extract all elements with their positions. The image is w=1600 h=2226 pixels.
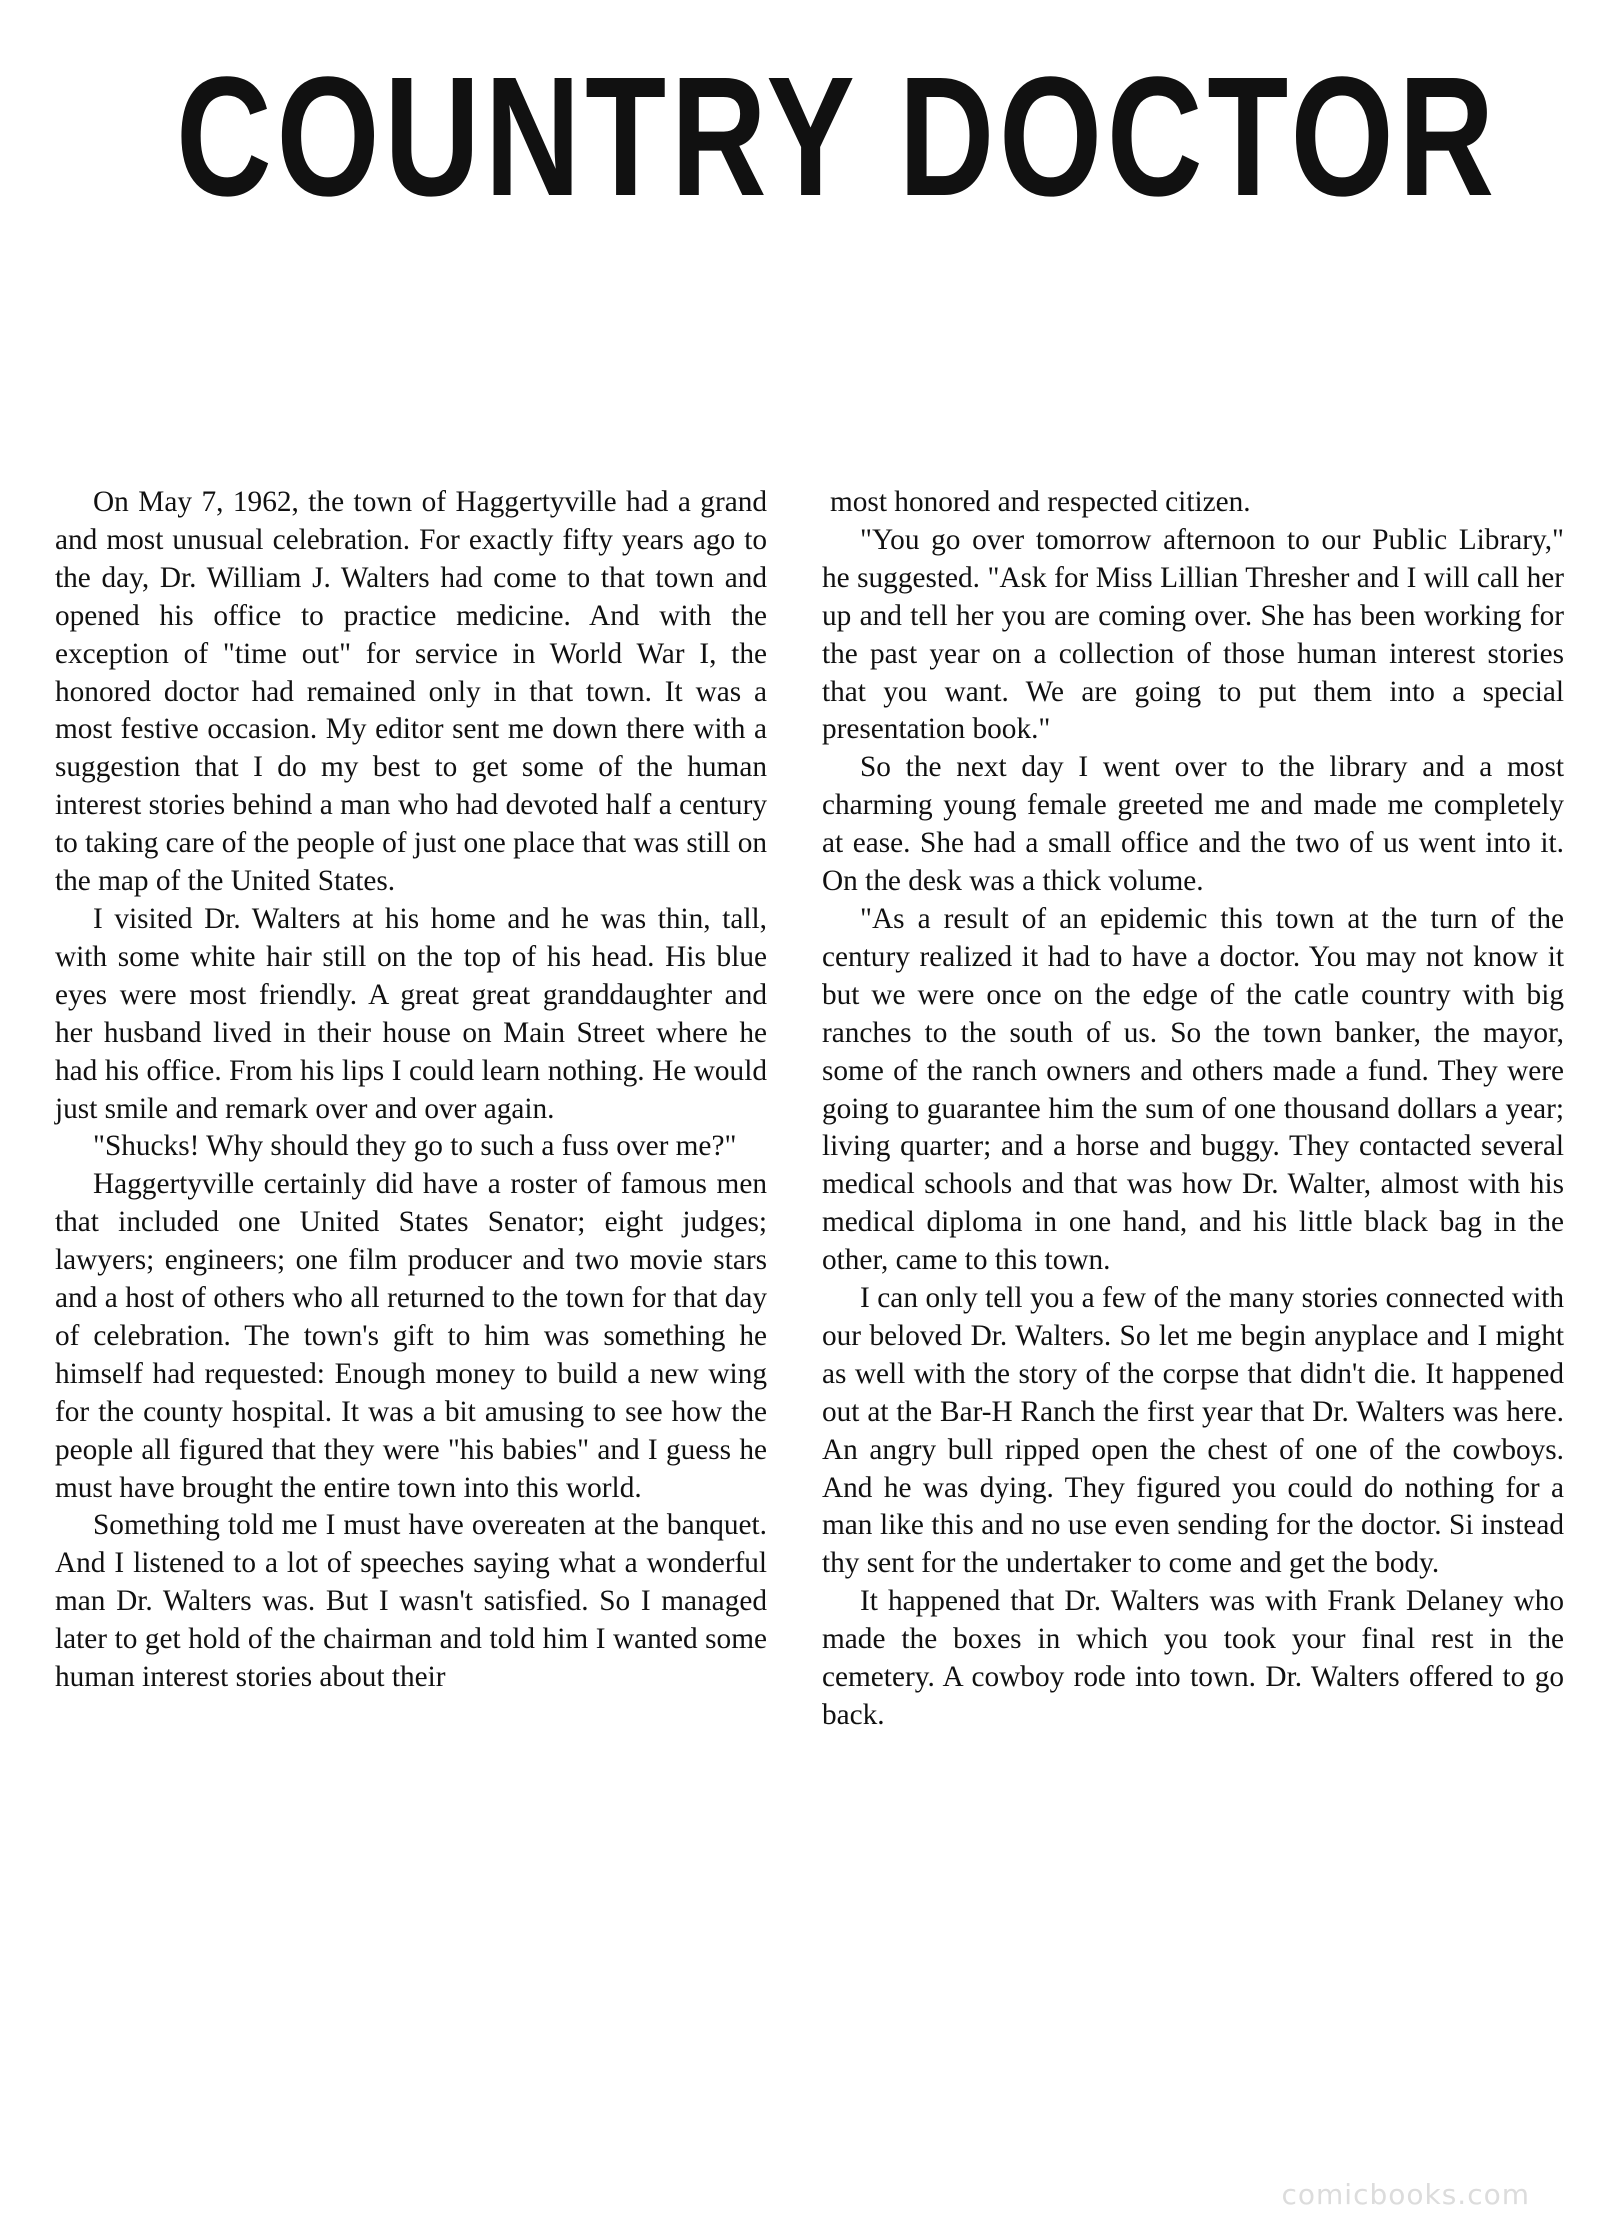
paragraph: Something told me I must have overeaten at the banquet. And I listened to a lot of speeches saying what a wonderful man Dr. Walters was. But I wasn't satisfied. So I managed later to get hold of the chairman and told him I wanted some human interest stories about their — [55, 1509, 767, 1694]
paragraph: "As a result of an epidemic this town at the turn of the century realized it had to have a doctor. You may not know it but we were once on the edge of the catle country with big ranches to the south of us. So the town banker, the mayor, some of the ranch owners and others made a fund. They were going to guarantee him the sum of one thousand dollars a year; living quarter; and a horse and buggy. They contacted several medical schools and that was how Dr. Walter, almost with his medical diploma in one hand, and his little black bag in the other, came to this town. — [822, 902, 1564, 1277]
paragraph: So the next day I went over to the library and a most charming young female greeted me and made me completely at ease. She had a small office and the two of us went into it. On the desk was a thick volume. — [822, 751, 1564, 898]
paragraph: Haggertyville certainly did have a roster of famous men that included one United States Senator; eight judges; lawyers; engineers; one film producer and two movie stars and a host of others who all returned to the town for that day of celebration. The town's gift to him was something he himself had requested: Enough money to build a new wing for the county hospital. It was a bit amusing to see how the people all figured that they were "his babies" and I guess he must have brought the entire town into this world. — [55, 1168, 767, 1504]
paragraph: I visited Dr. Walters at his home and he was thin, tall, with some white hair still on the top of his head. His blue eyes were most friendly. A great great granddaughter and her husband lived in their house on Main Street where he had his office. From his lips I could learn nothing. He would just smile and remark over and over again. — [55, 902, 767, 1125]
paragraph: "Shucks! Why should they go to such a fuss over me?" — [93, 1130, 737, 1163]
paragraph: It happened that Dr. Walters was with Frank Delaney who made the boxes in which you took your final rest in the cemetery. A cowboy rode into town. Dr. Walters offered to go back. — [822, 1585, 1564, 1731]
page-title: COUNTRY DOCTOR — [176, 42, 1499, 232]
watermark: comicbooks.com — [1281, 2178, 1530, 2211]
paragraph: I can only tell you a few of the many stories connected with our beloved Dr. Walters. So let me begin anyplace and I might as well with the story of the corpse that didn't die. It happened out at the Bar-H Ranch the first year that Dr. Walters was here. An angry bull ripped open the chest of one of the cowboys. And he was dying. They figured you could do nothing for a man like this and no use even sending for the doctor. Si instead thy sent for the undertaker to come and get the body. — [822, 1282, 1564, 1580]
article-column-right — [822, 484, 1564, 1735]
paragraph: "You go over tomorrow afternoon to our Public Library," he suggested. "Ask for Miss Lillian Thresher and I will call her up and tell her you are coming over. She has been working for the past year on a collection of those human interest stories that you want. We are going to put them into a special presentation book." — [822, 523, 1564, 746]
article-column-left — [55, 484, 767, 1697]
paragraph: On May 7, 1962, the town of Haggertyville had a grand and most unusual celebration. For exactly fifty years ago to the day, Dr. William J. Walters had come to that town and opened his office to practice medicine. And with the exception of "time out" for service in World War I, the honored doctor had remained only in that town. It was a most festive occasion. My editor sent me down there with a suggestion that I do my best to get some of the human interest stories behind a man who had devoted half a century to taking care of the people of just one place that was still on the map of the United States. — [55, 486, 767, 898]
paragraph: most honored and respected citizen. — [830, 486, 1251, 518]
